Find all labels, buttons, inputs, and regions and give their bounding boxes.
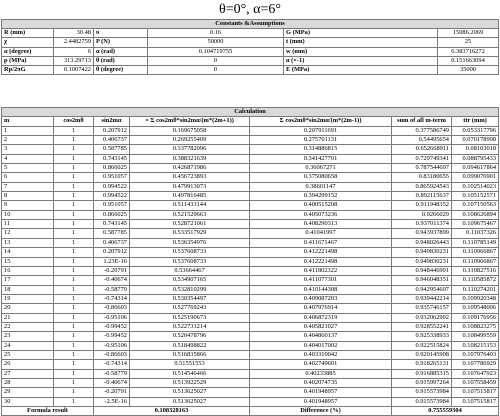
- constant-value-cell: 0.151663094: [438, 56, 499, 65]
- calculation-table: [1, 107, 499, 416]
- table-cell: 0.38601147: [250, 182, 392, 191]
- constant-value-cell: 25: [438, 38, 499, 47]
- table-cell: 6: [2, 173, 54, 182]
- table-cell: 0.9266029: [392, 210, 452, 219]
- table-row: [2, 350, 499, 359]
- table-cell: 0.110585872: [452, 276, 499, 285]
- table-cell: 0.729749341: [392, 154, 452, 163]
- table-cell: 0.787544697: [392, 164, 452, 173]
- table-cell: 1: [54, 313, 94, 322]
- column-header: sin2mα: [94, 117, 130, 126]
- constant-label-cell: α (rad): [94, 47, 148, 56]
- constant-value-cell: 15086.2069: [438, 29, 499, 38]
- table-cell: 0.743145: [94, 154, 130, 163]
- table-cell: 0.269255409: [130, 136, 250, 145]
- table-cell: 0.911948352: [392, 201, 452, 210]
- difference-label: Difference (%): [250, 407, 392, 416]
- column-header: Σ cos2mθ*sin2mα/(m*(2m-1)): [250, 117, 392, 126]
- table-cell: 0.939442214: [392, 294, 452, 303]
- table-cell: 0.108499559: [452, 332, 499, 341]
- table-cell: 22: [2, 322, 54, 331]
- difference-value: 0.755559304: [392, 407, 499, 416]
- constant-value-cell: 35000: [438, 66, 499, 75]
- table-row: [2, 201, 499, 210]
- calculation-section-label: Calculation: [2, 108, 499, 117]
- table-cell: 0.110827516: [452, 266, 499, 275]
- table-cell: 0.426871986: [130, 164, 250, 173]
- table-cell: 1: [54, 220, 94, 229]
- table-cell: 0.497816485: [130, 192, 250, 201]
- table-cell: 0.088795433: [452, 154, 499, 163]
- formula-result-label: Formula result: [2, 407, 94, 416]
- table-cell: 0.513625027: [130, 397, 250, 406]
- table-cell: 4: [2, 154, 54, 163]
- constant-label-cell: R (mm): [2, 29, 54, 38]
- table-cell: 1: [54, 285, 94, 294]
- table-cell: 0.536354976: [130, 238, 250, 247]
- table-cell: 20: [2, 304, 54, 313]
- table-cell: 0.525190673: [130, 313, 250, 322]
- table-cell: 30: [2, 397, 54, 406]
- table-cell: 0.337782096: [130, 145, 250, 154]
- table-cell: 1: [54, 145, 94, 154]
- table-cell: 0.915573984: [392, 388, 452, 397]
- table-cell: 0.866025: [94, 210, 130, 219]
- table-cell: -0.74314: [94, 360, 130, 369]
- table-cell: 0.41041997: [250, 229, 392, 238]
- table-cell: 0.866025: [94, 164, 130, 173]
- table-cell: 0.83180655: [392, 173, 452, 182]
- table-cell: 0.08103018: [452, 145, 499, 154]
- table-cell: 1: [54, 164, 94, 173]
- table-cell: 0.110274201: [452, 285, 499, 294]
- table-cell: -0.95106: [94, 313, 130, 322]
- table-cell: 16: [2, 266, 54, 275]
- table-cell: 0.411671467: [250, 238, 392, 247]
- table-cell: 0.652668911: [392, 145, 452, 154]
- table-cell: -0.40674: [94, 378, 130, 387]
- table-cell: 23: [2, 332, 54, 341]
- constant-label-cell: Rp/2πG: [2, 66, 54, 75]
- table-cell: 0.109920348: [452, 294, 499, 303]
- table-cell: 0.107976403: [452, 350, 499, 359]
- table-cell: 0.511433144: [130, 201, 250, 210]
- table-cell: 0.314886815: [250, 145, 392, 154]
- table-cell: 0.537608733: [130, 248, 250, 257]
- table-row: [2, 294, 499, 303]
- table-cell: 10: [2, 210, 54, 219]
- table-cell: 0.946048351: [392, 276, 452, 285]
- table-row: [2, 229, 499, 238]
- column-header: cos2mθ: [54, 117, 94, 126]
- constants-section-label: Constants &Assumptions: [2, 20, 499, 29]
- constant-value-cell: 6: [54, 47, 94, 56]
- table-cell: 0.928552241: [392, 322, 452, 331]
- table-row: [2, 397, 499, 406]
- table-cell: -0.74314: [94, 294, 130, 303]
- table-cell: 0.54495654: [392, 136, 452, 145]
- table-cell: 0.107515817: [452, 388, 499, 397]
- table-cell: 0.207911691: [250, 126, 392, 135]
- table-cell: 0.937011374: [392, 220, 452, 229]
- table-cell: 0.743145: [94, 220, 130, 229]
- constant-label-cell: t (mm): [284, 38, 438, 47]
- table-cell: 0.110785149: [452, 238, 499, 247]
- table-cell: 0.394299152: [250, 192, 392, 201]
- table-row: [2, 173, 499, 182]
- table-cell: 0.479913073: [130, 182, 250, 191]
- table-cell: 1: [54, 266, 94, 275]
- table-cell: 0.942954607: [392, 285, 452, 294]
- table-cell: 0.107647923: [452, 369, 499, 378]
- table-cell: 0.537608733: [130, 257, 250, 266]
- table-cell: 0.169675058: [130, 126, 250, 135]
- table-cell: 1: [54, 378, 94, 387]
- table-cell: 0.949830231: [392, 257, 452, 266]
- table-cell: 0.275701131: [250, 136, 392, 145]
- table-cell: 24: [2, 341, 54, 350]
- table-cell: 1: [54, 248, 94, 257]
- table-row: [2, 220, 499, 229]
- table-cell: 17: [2, 276, 54, 285]
- constant-label-cell: υ: [94, 29, 148, 38]
- table-cell: 0.377586749: [392, 126, 452, 135]
- table-row: [2, 388, 499, 397]
- constant-label-cell: θ (rad): [94, 56, 148, 65]
- constant-label-cell: α (degree): [2, 47, 54, 56]
- table-row: [2, 313, 499, 322]
- table-cell: 0.411802322: [250, 266, 392, 275]
- table-cell: 0.518498822: [130, 341, 250, 350]
- table-cell: 0.412221498: [250, 257, 392, 266]
- table-cell: 0.403310042: [250, 350, 392, 359]
- table-cell: 0.407976914: [250, 304, 392, 313]
- table-cell: -0.58779: [94, 369, 130, 378]
- table-cell: 0.534907165: [130, 276, 250, 285]
- table-cell: 0.410144308: [250, 285, 392, 294]
- table-row: [2, 322, 499, 331]
- table-cell: 0.402749601: [250, 360, 392, 369]
- table-row: [2, 360, 499, 369]
- table-cell: 0.915573984: [392, 397, 452, 406]
- table-cell: 0.892115637: [392, 192, 452, 201]
- table-cell: 0.110966867: [452, 257, 499, 266]
- table-cell: 0.935746157: [392, 304, 452, 313]
- table-cell: 0.587785: [94, 145, 130, 154]
- table-cell: 0.400515208: [250, 201, 392, 210]
- table-row: [2, 369, 499, 378]
- table-row: [2, 136, 499, 145]
- column-header: ttr (mm): [452, 117, 499, 126]
- table-cell: 0.107150563: [452, 201, 499, 210]
- table-cell: 0.514546466: [130, 369, 250, 378]
- table-cell: -0.86603: [94, 304, 130, 313]
- table-cell: 1: [54, 229, 94, 238]
- table-cell: -0.95106: [94, 341, 130, 350]
- table-cell: 0.099076901: [452, 173, 499, 182]
- table-cell: 1: [54, 388, 94, 397]
- table-cell: 1: [54, 154, 94, 163]
- constant-value-cell: 30.48: [54, 29, 94, 38]
- table-cell: 1: [54, 126, 94, 135]
- table-cell: 1: [54, 238, 94, 247]
- constant-label-cell: θ (degree): [94, 66, 148, 75]
- table-cell: 0.11037326: [452, 229, 499, 238]
- table-cell: 1: [54, 360, 94, 369]
- table-cell: 0.405821027: [250, 322, 392, 331]
- table-cell: -2.5E-16: [94, 397, 130, 406]
- table-cell: 0.456723893: [130, 173, 250, 182]
- table-row: [2, 332, 499, 341]
- table-cell: 0.920145908: [392, 350, 452, 359]
- table-cell: 0.109675467: [452, 220, 499, 229]
- table-cell: 0.341427701: [250, 154, 392, 163]
- table-row: [2, 257, 499, 266]
- table-cell: -0.20791: [94, 266, 130, 275]
- table-cell: 0.401948957: [250, 397, 392, 406]
- table-row: [2, 248, 499, 257]
- column-header: m: [2, 117, 54, 126]
- table-cell: 0.516835866: [130, 350, 250, 359]
- table-cell: 0.530354497: [130, 294, 250, 303]
- table-cell: 0.406737: [94, 136, 130, 145]
- table-row: [2, 210, 499, 219]
- table-cell: 0.109548006: [452, 304, 499, 313]
- table-cell: 1: [54, 173, 94, 182]
- table-cell: 0.994522: [94, 192, 130, 201]
- table-cell: -0.58779: [94, 285, 130, 294]
- table-cell: 5: [2, 164, 54, 173]
- table-cell: 0.105152571: [452, 192, 499, 201]
- table-row: [2, 182, 499, 191]
- table-cell: 0.932062992: [392, 313, 452, 322]
- table-cell: 0.532810299: [130, 285, 250, 294]
- table-cell: 0.36067271: [250, 164, 392, 173]
- table-cell: 0.110966867: [452, 248, 499, 257]
- table-cell: 13: [2, 238, 54, 247]
- table-cell: 0.522731214: [130, 322, 250, 331]
- constants-table: [1, 19, 499, 75]
- table-cell: 0.951057: [94, 173, 130, 182]
- constants-row: [2, 47, 499, 56]
- table-cell: 0.107515817: [452, 397, 499, 406]
- table-cell: 1.23E-16: [94, 257, 130, 266]
- table-cell: 18: [2, 285, 54, 294]
- table-cell: 1: [54, 369, 94, 378]
- table-cell: 1: [54, 201, 94, 210]
- table-cell: 0.402074735: [250, 378, 392, 387]
- table-cell: 2: [2, 136, 54, 145]
- table-cell: 1: [54, 350, 94, 359]
- table-cell: -0.20791: [94, 388, 130, 397]
- table-cell: 0.207912: [94, 248, 130, 257]
- table-cell: 0.943937899: [392, 229, 452, 238]
- table-cell: 0.408290313: [250, 220, 392, 229]
- table-cell: 7: [2, 182, 54, 191]
- column-header: sum of all m-term: [392, 117, 452, 126]
- table-cell: 25: [2, 350, 54, 359]
- constants-row: [2, 66, 499, 75]
- table-cell: 0.587785: [94, 229, 130, 238]
- constant-value-cell: 0.104719755: [148, 47, 284, 56]
- table-row: [2, 341, 499, 350]
- constant-label-cell: G (MPa): [284, 29, 438, 38]
- table-cell: 15: [2, 257, 54, 266]
- table-cell: 27: [2, 369, 54, 378]
- table-cell: 0.521529663: [130, 210, 250, 219]
- table-row: [2, 192, 499, 201]
- table-cell: 0.51551553: [130, 360, 250, 369]
- table-cell: 0.951057: [94, 201, 130, 210]
- table-cell: 0.949830231: [392, 248, 452, 257]
- table-row: [2, 266, 499, 275]
- table-cell: 0.406737: [94, 238, 130, 247]
- table-cell: 0.528721061: [130, 220, 250, 229]
- constant-value-cell: 6.383716272: [438, 47, 499, 56]
- table-cell: 1: [54, 136, 94, 145]
- table-cell: 0.922515824: [392, 341, 452, 350]
- table-cell: 0.404017002: [250, 341, 392, 350]
- table-cell: 0.409087203: [250, 294, 392, 303]
- table-row: [2, 154, 499, 163]
- table-cell: 0.53664467: [130, 266, 250, 275]
- constant-label-cell: E (MPa): [284, 66, 438, 75]
- table-cell: 0.40233885: [250, 369, 392, 378]
- table-cell: 1: [54, 322, 94, 331]
- constants-row: [2, 56, 499, 65]
- constant-label-cell: w (mm): [284, 47, 438, 56]
- table-cell: 1: [54, 294, 94, 303]
- table-cell: 26: [2, 360, 54, 369]
- table-cell: 12: [2, 229, 54, 238]
- table-cell: 21: [2, 313, 54, 322]
- table-cell: 19: [2, 294, 54, 303]
- table-cell: 0.994522: [94, 182, 130, 191]
- table-cell: 1: [54, 304, 94, 313]
- table-cell: 0.520478796: [130, 332, 250, 341]
- constant-label-cell: P (N): [94, 38, 148, 47]
- table-cell: 11: [2, 220, 54, 229]
- table-cell: 0.865924543: [392, 182, 452, 191]
- table-cell: 0.915997264: [392, 378, 452, 387]
- calculation-header-row: [2, 117, 499, 126]
- table-cell: 0.094617864: [452, 164, 499, 173]
- table-cell: 29: [2, 388, 54, 397]
- table-cell: 1: [54, 397, 94, 406]
- table-cell: 1: [2, 126, 54, 135]
- table-cell: 1: [54, 210, 94, 219]
- table-cell: -0.99452: [94, 332, 130, 341]
- table-cell: 0.533517929: [130, 229, 250, 238]
- table-cell: 0.527769243: [130, 304, 250, 313]
- table-cell: 0.102514023: [452, 182, 499, 191]
- constant-value-cell: 50000: [148, 38, 284, 47]
- table-cell: 0.107558459: [452, 378, 499, 387]
- table-row: [2, 126, 499, 135]
- constant-label-cell: α (×-1): [284, 56, 438, 65]
- table-cell: 8: [2, 192, 54, 201]
- table-cell: 0.406872319: [250, 313, 392, 322]
- table-cell: 0.108626894: [452, 210, 499, 219]
- table-cell: 1: [54, 341, 94, 350]
- table-cell: 0.108215153: [452, 341, 499, 350]
- table-row: [2, 145, 499, 154]
- table-cell: 0.916885315: [392, 369, 452, 378]
- table-cell: 0.401948957: [250, 388, 392, 397]
- table-cell: 0.107786929: [452, 360, 499, 369]
- constants-row: [2, 38, 499, 47]
- table-row: [2, 276, 499, 285]
- constant-value-cell: 0: [148, 66, 284, 75]
- table-cell: 0.375080658: [250, 173, 392, 182]
- table-cell: 1: [54, 332, 94, 341]
- table-cell: 0.948446991: [392, 266, 452, 275]
- table-cell: 0.405073236: [250, 210, 392, 219]
- table-cell: 0.108823275: [452, 322, 499, 331]
- table-cell: 14: [2, 248, 54, 257]
- constant-value-cell: 0: [148, 56, 284, 65]
- table-cell: 0.513625027: [130, 388, 250, 397]
- table-cell: 0.513922529: [130, 378, 250, 387]
- formula-result-value: 0.108328163: [94, 407, 250, 416]
- table-row: [2, 285, 499, 294]
- table-cell: 0.070178998: [452, 136, 499, 145]
- table-cell: 9: [2, 201, 54, 210]
- table-cell: -0.40674: [94, 276, 130, 285]
- table-cell: 0.411077301: [250, 276, 392, 285]
- constant-value-cell: 313.29713: [54, 56, 94, 65]
- constant-value-cell: 0.1007422: [54, 66, 94, 75]
- table-cell: 1: [54, 192, 94, 201]
- table-cell: -0.99452: [94, 322, 130, 331]
- table-cell: -0.86603: [94, 350, 130, 359]
- table-cell: 1: [54, 257, 94, 266]
- table-cell: 0.948026443: [392, 238, 452, 247]
- constant-value-cell: 2.4482759: [54, 38, 94, 47]
- table-cell: 0.925338933: [392, 332, 452, 341]
- table-cell: 1: [54, 182, 94, 191]
- constants-row: [2, 29, 499, 38]
- constant-label-cell: p (MPa): [2, 56, 54, 65]
- table-cell: 3: [2, 145, 54, 154]
- table-cell: 28: [2, 378, 54, 387]
- sheet-title: θ=0°, α=6°: [218, 2, 282, 17]
- table-cell: 0.412221498: [250, 248, 392, 257]
- table-row: [2, 304, 499, 313]
- table-cell: 1: [54, 276, 94, 285]
- table-row: [2, 164, 499, 173]
- table-row: [2, 238, 499, 247]
- column-header: × Σ cos2mθ*sin2mα/(m*(2m+1)): [130, 117, 250, 126]
- table-cell: 0.053317796: [452, 126, 499, 135]
- table-cell: 0.207912: [94, 126, 130, 135]
- table-row: [2, 378, 499, 387]
- table-cell: 0.404860137: [250, 332, 392, 341]
- constant-value-cell: 0.16: [148, 29, 284, 38]
- table-cell: 0.918265131: [392, 360, 452, 369]
- table-cell: 0.109176956: [452, 313, 499, 322]
- constant-label-cell: χ: [2, 38, 54, 47]
- table-cell: 0.388321639: [130, 154, 250, 163]
